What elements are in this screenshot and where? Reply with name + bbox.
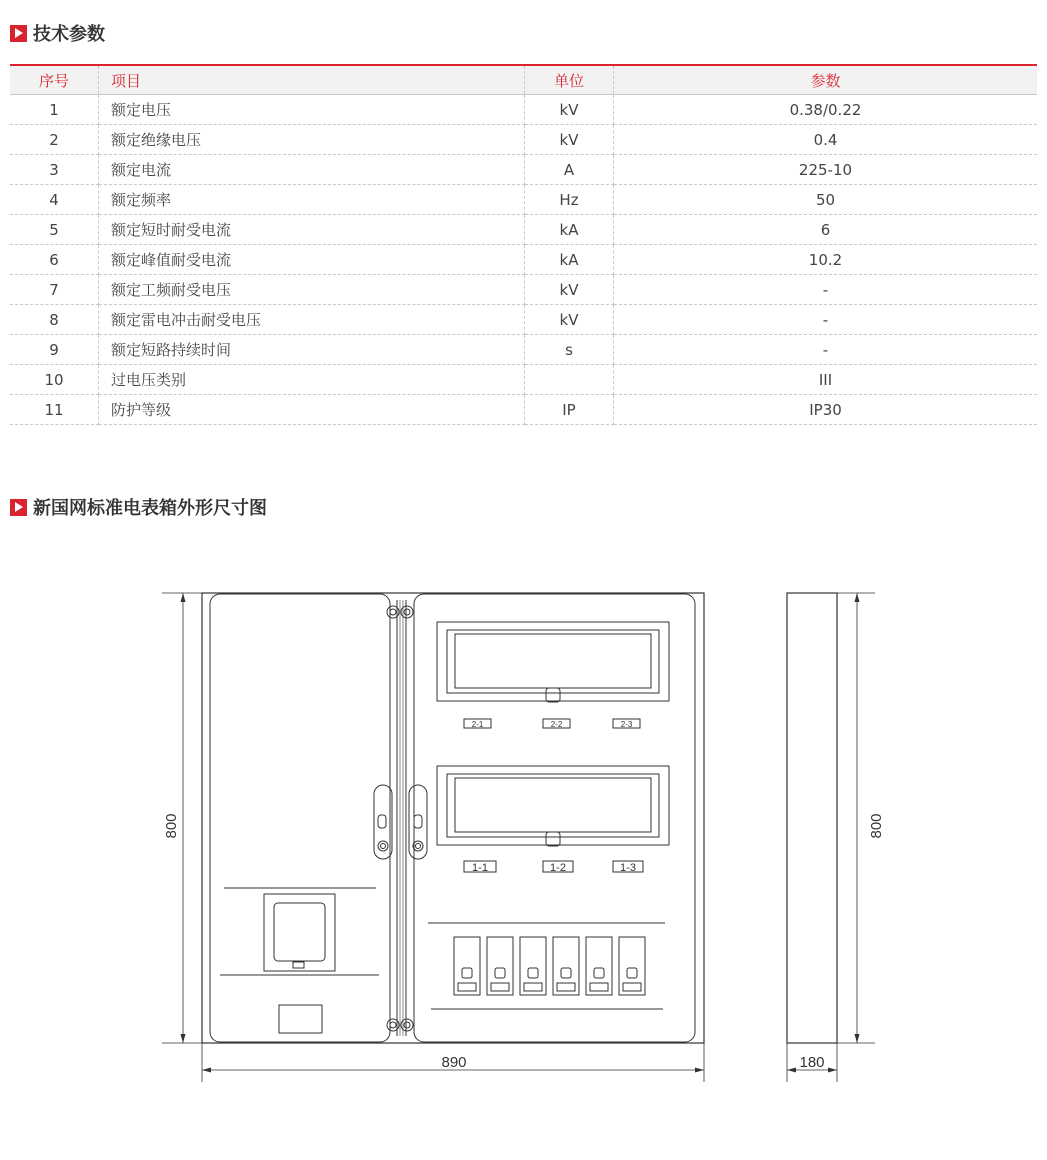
section-title-tech-params — [10, 20, 105, 46]
section-title-text: 新国网标准电表箱外形尺寸图 — [33, 498, 267, 519]
cell-item: 额定峰值耐受电流 — [99, 245, 525, 275]
cell-item: 过电压类别 — [99, 365, 525, 395]
cell-no: 1 — [10, 95, 99, 125]
cell-no: 11 — [10, 395, 99, 425]
cell-no: 2 — [10, 125, 99, 155]
play-arrow-icon — [10, 25, 27, 42]
table-row — [10, 335, 1037, 365]
cell-item: 额定短时耐受电流 — [99, 215, 525, 245]
cell-value: - — [614, 335, 1038, 365]
side-height-label: 800 — [868, 813, 885, 839]
table-row — [10, 245, 1037, 275]
cell-value: - — [614, 305, 1038, 335]
section-title-dimensions — [10, 494, 267, 520]
table-header-row — [10, 65, 1037, 95]
side-view-outline — [787, 593, 837, 1043]
side-depth-label: 180 — [799, 1054, 825, 1071]
cell-unit: kV — [525, 275, 614, 305]
play-arrow-icon — [10, 499, 27, 516]
table-row — [10, 125, 1037, 155]
left-door-window — [264, 894, 335, 971]
cell-no: 5 — [10, 215, 99, 245]
slot-label-upper: 2-1 — [471, 720, 484, 729]
cell-unit: kA — [525, 245, 614, 275]
header-unit: 单位 — [525, 65, 614, 95]
cell-value: 10.2 — [614, 245, 1038, 275]
cell-value: 0.38/0.22 — [614, 95, 1038, 125]
cell-no: 6 — [10, 245, 99, 275]
cell-value: 6 — [614, 215, 1038, 245]
cell-value: 225-10 — [614, 155, 1038, 185]
slot-label-upper: 2-3 — [620, 720, 633, 729]
table-row — [10, 395, 1037, 425]
front-width-label: 890 — [441, 1054, 467, 1071]
left-door-handle — [374, 785, 392, 859]
cell-no: 9 — [10, 335, 99, 365]
cell-unit — [525, 365, 614, 395]
cell-item: 额定电流 — [99, 155, 525, 185]
cell-no: 7 — [10, 275, 99, 305]
header-item: 项目 — [99, 65, 525, 95]
cell-no: 8 — [10, 305, 99, 335]
cell-value: - — [614, 275, 1038, 305]
slot-label-lower: 1-3 — [620, 862, 636, 874]
slot-label-lower: 1-1 — [472, 862, 488, 874]
cell-unit: kA — [525, 215, 614, 245]
cell-item: 额定雷电冲击耐受电压 — [99, 305, 525, 335]
cell-item: 防护等级 — [99, 395, 525, 425]
table-row — [10, 95, 1037, 125]
table-row — [10, 155, 1037, 185]
cell-no: 10 — [10, 365, 99, 395]
cell-item: 额定工频耐受电压 — [99, 275, 525, 305]
upper-meter-window — [437, 622, 669, 702]
table-row — [10, 365, 1037, 395]
cell-item: 额定绝缘电压 — [99, 125, 525, 155]
front-height-label: 800 — [163, 813, 180, 839]
cell-no: 3 — [10, 155, 99, 185]
cell-unit: Hz — [525, 185, 614, 215]
cell-value: 50 — [614, 185, 1038, 215]
cell-unit: kV — [525, 125, 614, 155]
cell-item: 额定电压 — [99, 95, 525, 125]
section-title-text: 技术参数 — [33, 24, 105, 45]
meter-box-dimension-drawing — [0, 560, 1047, 1100]
cell-unit: IP — [525, 395, 614, 425]
table-row — [10, 185, 1037, 215]
cell-value: IP30 — [614, 395, 1038, 425]
table-row — [10, 275, 1037, 305]
cell-unit: s — [525, 335, 614, 365]
lower-meter-window — [437, 766, 669, 846]
cell-unit: kV — [525, 95, 614, 125]
header-value: 参数 — [614, 65, 1038, 95]
slot-label-lower: 1-2 — [550, 862, 566, 874]
table-row — [10, 215, 1037, 245]
header-no: 序号 — [10, 65, 99, 95]
cell-value: III — [614, 365, 1038, 395]
breaker-row — [454, 937, 645, 995]
cell-value: 0.4 — [614, 125, 1038, 155]
cell-unit: A — [525, 155, 614, 185]
nameplate — [279, 1005, 322, 1033]
cell-no: 4 — [10, 185, 99, 215]
cell-item: 额定频率 — [99, 185, 525, 215]
slot-label-upper: 2-2 — [550, 720, 563, 729]
cell-item: 额定短路持续时间 — [99, 335, 525, 365]
right-door-handle — [409, 785, 427, 859]
right-door — [414, 594, 695, 1042]
tech-params-table — [10, 64, 1037, 425]
cell-unit: kV — [525, 305, 614, 335]
table-row — [10, 305, 1037, 335]
